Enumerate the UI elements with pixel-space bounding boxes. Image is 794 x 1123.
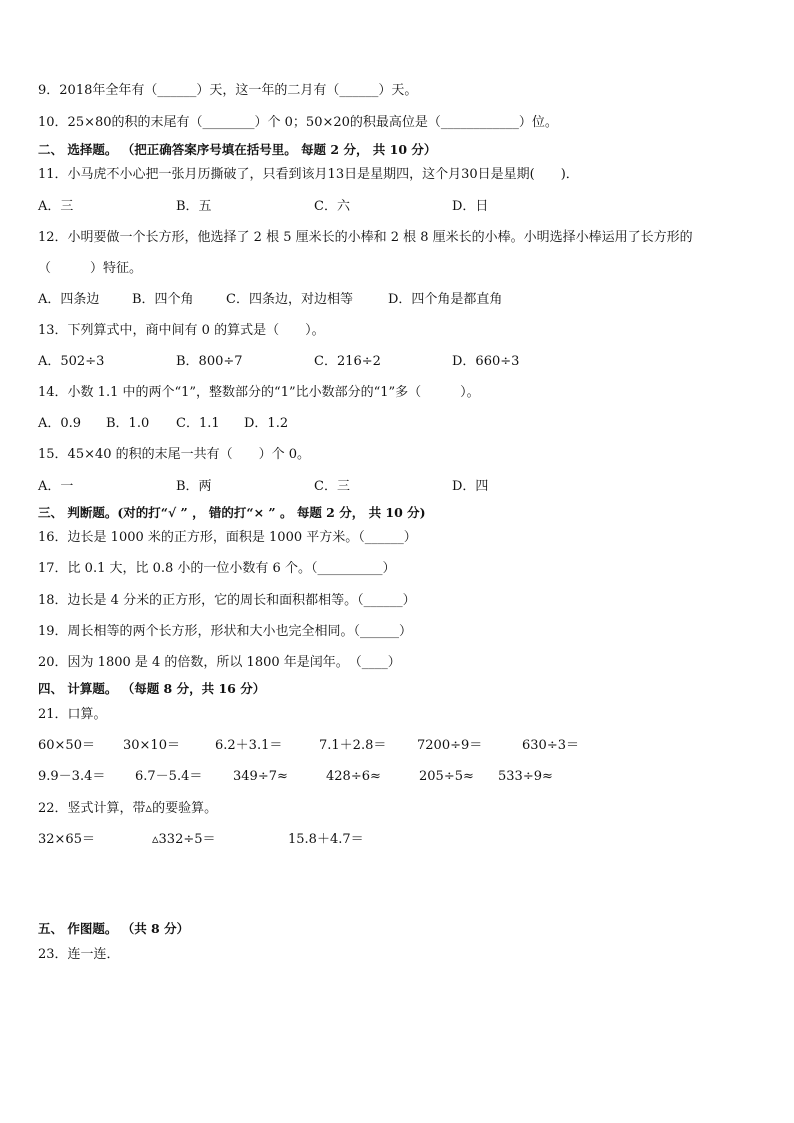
- q14-option-a: A．0.9: [38, 416, 82, 431]
- q22-item1: 32×65＝: [38, 832, 95, 847]
- q21-row2-item4: 428÷6≈: [326, 769, 381, 784]
- q12-option-b: B．四个角: [132, 292, 194, 307]
- q15-option-c: C．三: [314, 479, 350, 494]
- q21-row2-item3: 349÷7≈: [233, 769, 288, 784]
- q9-text: 9．2018年全年有（______）天，这一年的二月有（______）天。: [38, 83, 418, 98]
- q18-text: 18．边长是 4 分米的正方形，它的周长和面积都相等。（______）: [38, 593, 416, 608]
- section-5-heading: 五、 作图题。 （共 8 分）: [38, 921, 190, 936]
- q14-stem: 14．小数 1.1 中的两个“1”，整数部分的“1”比小数部分的“1”多（ ）。: [38, 385, 480, 400]
- q21-row1-item6: 630÷3＝: [522, 738, 579, 753]
- q14-option-c: C．1.1: [176, 416, 220, 431]
- q11-stem: 11．小马虎不小心把一张月历撕破了，只看到该月13日是星期四，这个月30日是星期( )．: [38, 167, 579, 182]
- q13-option-c: C．216÷2: [314, 354, 381, 369]
- q12-option-c: C．四条边，对边相等: [226, 292, 353, 307]
- q21-row2-item2: 6.7－5.4＝: [135, 769, 203, 784]
- q14-option-b: B．1.0: [106, 416, 150, 431]
- q13-option-b: B．800÷7: [176, 354, 243, 369]
- q12-stem-line1: 12．小明要做一个长方形，他选择了 2 根 5 厘米长的小棒和 2 根 8 厘米长的小棒。小明选择小棒运用了长方形的: [38, 230, 693, 245]
- q17-text: 17．比 0.1 大，比 0.8 小的一位小数有 6 个。（__________）: [38, 561, 396, 576]
- q11-option-a: A．三: [38, 199, 74, 214]
- q14-option-d: D．1.2: [244, 416, 289, 431]
- q16-text: 16．边长是 1000 米的正方形，面积是 1000 平方米。（______）: [38, 530, 417, 545]
- q21-row1-item4: 7.1＋2.8＝: [319, 738, 387, 753]
- q10-text: 10．25×80的积的末尾有（________）个 0；50×20的积最高位是（____________）位。: [38, 115, 558, 130]
- q21-row1-item1: 60×50＝: [38, 738, 95, 753]
- q22-stem: 22．竖式计算，带▵的要验算。: [38, 801, 218, 816]
- q11-option-c: C．六: [314, 199, 350, 214]
- section-3-heading: 三、 判断题。(对的打“√ ” ， 错的打“× ” 。 每题 2 分， 共 10 分): [38, 505, 426, 520]
- q23-text: 23．连一连．: [38, 947, 120, 962]
- q12-stem-line2: （ ）特征。: [38, 261, 143, 276]
- q12-option-a: A．四条边: [38, 292, 100, 307]
- q15-option-d: D．四: [452, 479, 489, 494]
- section-2-heading: 二、 选择题。 （把正确答案序号填在括号里。 每题 2 分， 共 10 分）: [38, 142, 437, 157]
- q13-option-a: A．502÷3: [38, 354, 105, 369]
- q21-row2-item6: 533÷9≈: [498, 769, 553, 784]
- q21-row2-item5: 205÷5≈: [419, 769, 474, 784]
- q21-row1-item5: 7200÷9＝: [417, 738, 483, 753]
- q13-stem: 13．下列算式中，商中间有 0 的算式是（ ）。: [38, 323, 325, 338]
- q15-option-b: B．两: [176, 479, 212, 494]
- q11-option-d: D．日: [452, 199, 489, 214]
- q20-text: 20．因为 1800 是 4 的倍数，所以 1800 年是闰年。 （____）: [38, 655, 401, 670]
- q22-item3: 15.8＋4.7＝: [288, 832, 364, 847]
- section-4-heading: 四、 计算题。 （每题 8 分，共 16 分）: [38, 681, 266, 696]
- q22-item2: ▵332÷5＝: [152, 832, 216, 847]
- q21-stem: 21．口算。: [38, 707, 107, 722]
- q13-option-d: D．660÷3: [452, 354, 520, 369]
- q21-row2-item1: 9.9－3.4＝: [38, 769, 106, 784]
- q21-row1-item3: 6.2＋3.1＝: [215, 738, 283, 753]
- q12-option-d: D．四个角是都直角: [388, 292, 503, 307]
- q19-text: 19．周长相等的两个长方形，形状和大小也完全相同。（______）: [38, 624, 413, 639]
- q11-option-b: B．五: [176, 199, 212, 214]
- q15-stem: 15．45×40 的积的末尾一共有（ ）个 0。: [38, 447, 311, 462]
- q15-option-a: A．一: [38, 479, 74, 494]
- q21-row1-item2: 30×10＝: [123, 738, 180, 753]
